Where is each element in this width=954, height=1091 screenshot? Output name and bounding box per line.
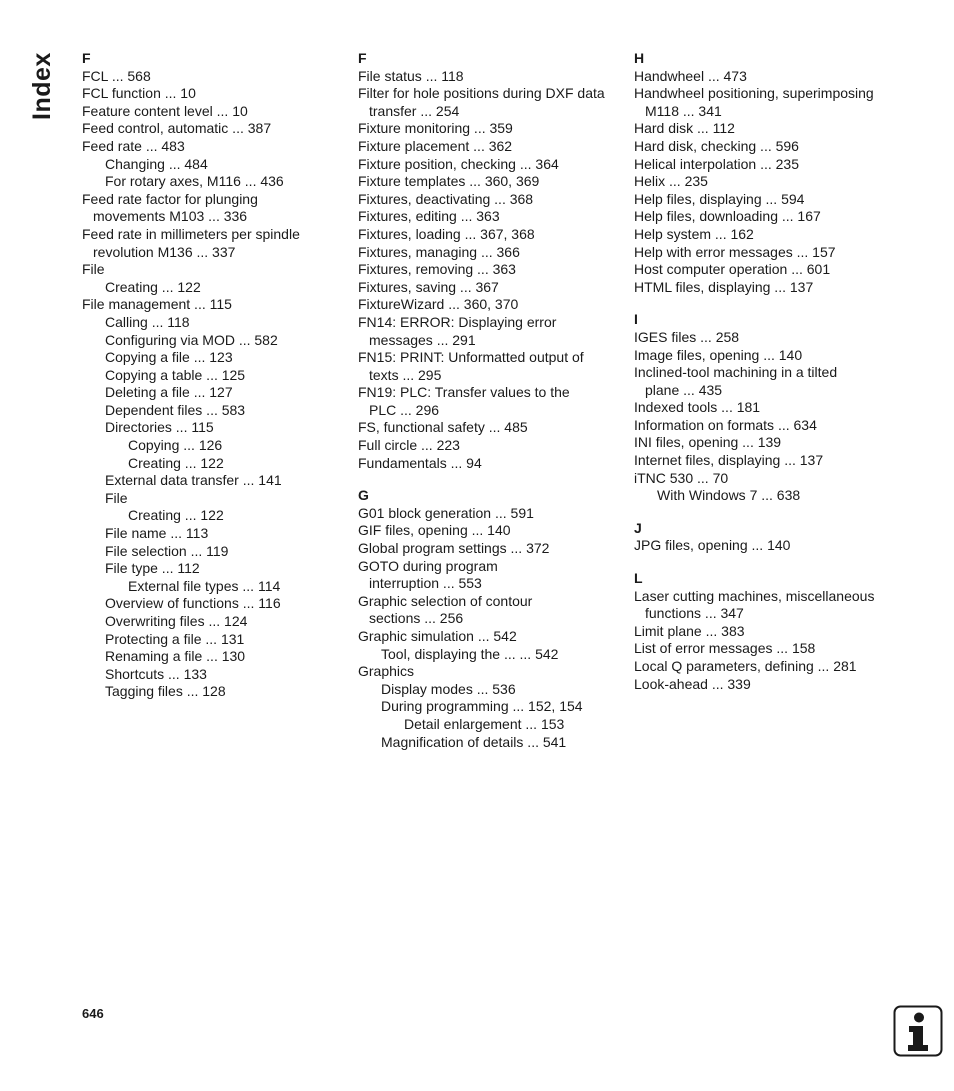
index-entry-text: Fixtures, managing ... 366 (358, 243, 520, 260)
index-entry (358, 120, 620, 138)
index-entry (358, 663, 620, 681)
index-entry-text: Feed rate factor for plunging (82, 190, 258, 207)
index-column-2 (358, 50, 620, 751)
index-entry-text: Tool, displaying the ... ... 542 (381, 645, 559, 662)
index-entry-text: Help system ... 162 (634, 225, 754, 242)
index-entry (634, 417, 896, 435)
index-entry-text: interruption ... 553 (369, 575, 482, 592)
index-entry-text: revolution M136 ... 337 (93, 243, 236, 260)
index-entry (105, 631, 344, 649)
index-entry-text: FCL function ... 10 (82, 85, 196, 102)
index-entry-text: Information on formats ... 634 (634, 416, 817, 433)
index-entry-text: Detail enlargement ... 153 (404, 715, 565, 732)
index-entry (634, 658, 896, 676)
index-entry-text: Creating ... 122 (128, 454, 224, 471)
index-entry (634, 244, 896, 262)
index-entry-text: Feed rate in millimeters per spindle (82, 225, 300, 242)
index-entry (105, 666, 344, 684)
index-entry (358, 173, 620, 191)
index-entry (105, 543, 344, 561)
index-entry-text: Protecting a file ... 131 (105, 630, 245, 647)
index-entry (358, 455, 620, 473)
index-entry (358, 558, 620, 593)
index-entry (105, 560, 344, 578)
index-entry-text: External file types ... 114 (128, 577, 281, 594)
index-entry (634, 208, 896, 226)
index-entry (105, 384, 344, 402)
index-entry (634, 329, 896, 347)
index-entry-text: File (82, 261, 105, 278)
index-entry (358, 261, 620, 279)
index-entry (634, 623, 896, 641)
index-entry (358, 138, 620, 156)
info-icon (893, 1005, 943, 1057)
index-entry (358, 226, 620, 244)
index-entry (381, 646, 620, 664)
index-entry (634, 434, 896, 452)
index-entry-text: Fixture templates ... 360, 369 (358, 173, 540, 190)
index-entry-text: functions ... 347 (645, 605, 744, 622)
index-entry (82, 85, 344, 103)
index-column-1 (82, 50, 344, 701)
section-letter: I (634, 311, 638, 328)
index-entry (634, 452, 896, 470)
section-letter: H (634, 50, 645, 66)
index-entry (634, 85, 896, 120)
index-entry (105, 490, 344, 508)
index-entry (105, 402, 344, 420)
index-entry (358, 279, 620, 297)
index-entry-text: Creating ... 122 (105, 278, 201, 295)
index-entry (105, 314, 344, 332)
index-entry-text: GIF files, opening ... 140 (358, 522, 511, 539)
index-entry (105, 648, 344, 666)
index-entry-text: Shortcuts ... 133 (105, 665, 207, 682)
index-entry (358, 419, 620, 437)
index-entry-text: Tagging files ... 128 (105, 683, 226, 700)
index-entry-text: Display modes ... 536 (381, 680, 516, 697)
index-entry-text: GOTO during program (358, 557, 498, 574)
index-entry (128, 437, 344, 455)
index-entry-text: Magnification of details ... 541 (381, 733, 567, 750)
index-entry-text: For rotary axes, M116 ... 436 (105, 173, 284, 190)
index-entry-text: Internet files, displaying ... 137 (634, 452, 824, 469)
index-entry (358, 628, 620, 646)
index-entry-text: Fixture monitoring ... 359 (358, 120, 513, 137)
index-entry-text: Feed rate ... 483 (82, 137, 185, 154)
index-entry (105, 279, 344, 297)
index-entry-text: INI files, opening ... 139 (634, 434, 782, 451)
index-entry (105, 525, 344, 543)
index-entry (82, 226, 344, 261)
index-entry-text: Feature content level ... 10 (82, 102, 248, 119)
index-entry-text: Overview of functions ... 116 (105, 595, 281, 612)
index-entry-text: External data transfer ... 141 (105, 472, 282, 489)
index-entry (634, 191, 896, 209)
index-entry-text: During programming ... 152, 154 (381, 698, 583, 715)
index-entry (105, 595, 344, 613)
index-entry-text: plane ... 435 (645, 381, 723, 398)
index-entry-text: Inclined-tool machining in a tilted (634, 364, 838, 381)
index-entry (105, 613, 344, 631)
index-entry-text: Hard disk, checking ... 596 (634, 137, 799, 154)
index-entry-text: Fixtures, saving ... 367 (358, 278, 499, 295)
index-entry (82, 138, 344, 156)
index-entry-text: File management ... 115 (82, 296, 232, 313)
index-entry (634, 226, 896, 244)
index-entry-text: Local Q parameters, defining ... 281 (634, 658, 857, 674)
section-letter: J (634, 519, 642, 536)
index-entry (634, 120, 896, 138)
index-entry (105, 349, 344, 367)
index-entry-text: Directories ... 115 (105, 419, 214, 436)
index-entry (404, 716, 620, 734)
index-entry (634, 676, 896, 694)
index-entry-text: movements M103 ... 336 (93, 208, 248, 225)
index-entry (105, 367, 344, 385)
index-entry-text: IGES files ... 258 (634, 328, 740, 345)
index-entry-text: JPG files, opening ... 140 (634, 537, 791, 554)
index-entry-text: HTML files, displaying ... 137 (634, 278, 814, 295)
index-entry-text: Renaming a file ... 130 (105, 648, 246, 665)
section-letter: G (358, 487, 369, 504)
section-letter: L (634, 570, 643, 587)
section-letter: F (82, 50, 91, 66)
index-entry-text: Image files, opening ... 140 (634, 346, 803, 363)
index-entry-text: Calling ... 118 (105, 313, 190, 330)
index-entry (358, 593, 620, 628)
index-entry (634, 138, 896, 156)
index-entry (358, 296, 620, 314)
index-entry-text: texts ... 295 (369, 366, 442, 383)
index-entry (358, 349, 620, 384)
index-entry-text: M118 ... 341 (645, 102, 722, 119)
index-entry-text: Deleting a file ... 127 (105, 384, 233, 401)
index-entry-text: Copying ... 126 (128, 437, 223, 454)
page-number: 646 (82, 1006, 104, 1021)
index-entry-text: FS, functional safety ... 485 (358, 419, 528, 436)
index-entry-text: Graphic simulation ... 542 (358, 628, 517, 644)
index-entry-text: iTNC 530 ... 70 (634, 469, 729, 486)
index-entry (634, 399, 896, 417)
index-entry (105, 173, 344, 191)
index-entry (105, 419, 344, 437)
index-entry (358, 68, 620, 86)
index-entry (358, 156, 620, 174)
index-entry-text: Fixtures, loading ... 367, 368 (358, 225, 535, 242)
index-entry (128, 455, 344, 473)
index-entry (634, 279, 896, 297)
index-entry (105, 156, 344, 174)
index-entry-text: Creating ... 122 (128, 507, 224, 524)
index-entry (82, 296, 344, 314)
index-entry-text: Handwheel ... 473 (634, 67, 747, 84)
index-entry (105, 332, 344, 350)
index-entry-text: With Windows 7 ... 638 (657, 487, 801, 504)
index-entry (358, 314, 620, 349)
index-entry-text: Host computer operation ... 601 (634, 261, 831, 278)
index-entry (634, 68, 896, 86)
index-entry (634, 347, 896, 365)
index-entry-text: Filter for hole positions during DXF data (358, 85, 605, 102)
index-entry-text: Fixture placement ... 362 (358, 137, 513, 154)
index-entry-text: messages ... 291 (369, 331, 476, 348)
index-entry-text: Graphic selection of contour (358, 592, 533, 609)
index-entry-text: sections ... 256 (369, 610, 464, 627)
index-entry-text: FixtureWizard ... 360, 370 (358, 296, 519, 313)
index-entry-text: Indexed tools ... 181 (634, 399, 761, 416)
index-entry (634, 640, 896, 658)
index-entry-text: Helix ... 235 (634, 173, 708, 190)
section-letter: F (358, 50, 367, 66)
index-entry-text: Dependent files ... 583 (105, 401, 246, 418)
index-entry (82, 103, 344, 121)
index-entry-text: FN19: PLC: Transfer values to the (358, 384, 570, 401)
index-entry (634, 364, 896, 399)
index-entry (381, 734, 620, 752)
index-entry-text: Fixtures, removing ... 363 (358, 261, 516, 278)
index-entry (82, 191, 344, 226)
index-entry-text: Fixtures, deactivating ... 368 (358, 190, 534, 207)
index-entry (358, 191, 620, 209)
index-entry-text: Fixtures, editing ... 363 (358, 208, 500, 225)
index-side-title: Index (28, 52, 56, 120)
index-entry-text: Handwheel positioning, superimposing (634, 85, 874, 102)
index-entry-text: Hard disk ... 112 (634, 120, 735, 137)
index-entry-text: Global program settings ... 372 (358, 540, 550, 557)
index-entry-text: Graphics (358, 663, 415, 680)
index-entry-text: Helical interpolation ... 235 (634, 155, 799, 172)
index-entry (82, 120, 344, 138)
index-entry-text: Feed control, automatic ... 387 (82, 120, 272, 137)
index-column-3 (634, 50, 896, 693)
index-entry-text: Fixture position, checking ... 364 (358, 155, 559, 172)
index-entry-text: Full circle ... 223 (358, 437, 460, 454)
index-entry-text: transfer ... 254 (369, 102, 460, 119)
index-entry-text: Fundamentals ... 94 (358, 454, 482, 471)
index-entry-text: Overwriting files ... 124 (105, 613, 248, 629)
index-entry (128, 578, 344, 596)
index-entry (358, 85, 620, 120)
index-entry-text: File type ... 112 (105, 560, 200, 577)
index-entry-text: File selection ... 119 (105, 542, 229, 559)
index-entry (105, 683, 344, 701)
index-entry-text: Help files, downloading ... 167 (634, 208, 821, 225)
index-entry (82, 68, 344, 86)
index-entry (358, 208, 620, 226)
index-entry-text: List of error messages ... 158 (634, 640, 816, 657)
index-entry (358, 384, 620, 419)
index-entry (634, 156, 896, 174)
index-entry-text: Changing ... 484 (105, 155, 208, 172)
index-entry-text: Help with error messages ... 157 (634, 243, 836, 260)
index-entry-text: Copying a table ... 125 (105, 366, 246, 383)
index-entry-text: Laser cutting machines, miscellaneous (634, 587, 875, 604)
index-entry-text: File (105, 489, 128, 506)
index-entry (381, 698, 620, 716)
index-entry (82, 261, 344, 279)
index-entry (634, 261, 896, 279)
index-entry-text: Copying a file ... 123 (105, 349, 233, 366)
index-entry-text: File name ... 113 (105, 525, 209, 542)
index-entry (634, 588, 896, 623)
index-entry (358, 244, 620, 262)
index-entry-text: Limit plane ... 383 (634, 622, 745, 639)
index-entry (105, 472, 344, 490)
index-entry-text: Look-ahead ... 339 (634, 675, 751, 692)
index-entry (634, 470, 896, 488)
index-entry (381, 681, 620, 699)
index-entry-text: Help files, displaying ... 594 (634, 190, 805, 207)
index-entry (358, 437, 620, 455)
index-entry-text: FN15: PRINT: Unformatted output of (358, 349, 584, 366)
index-entry (128, 507, 344, 525)
index-entry-text: FCL ... 568 (82, 67, 151, 84)
index-entry (358, 540, 620, 558)
index-entry (657, 487, 896, 505)
index-entry-text: G01 block generation ... 591 (358, 504, 534, 521)
index-entry (634, 173, 896, 191)
index-entry-text: Configuring via MOD ... 582 (105, 331, 278, 348)
index-entry-text: PLC ... 296 (369, 401, 440, 418)
index-entry (358, 505, 620, 523)
index-entry-text: File status ... 118 (358, 67, 464, 84)
index-entry-text: FN14: ERROR: Displaying error (358, 313, 557, 330)
index-entry (634, 537, 896, 555)
index-entry (358, 522, 620, 540)
